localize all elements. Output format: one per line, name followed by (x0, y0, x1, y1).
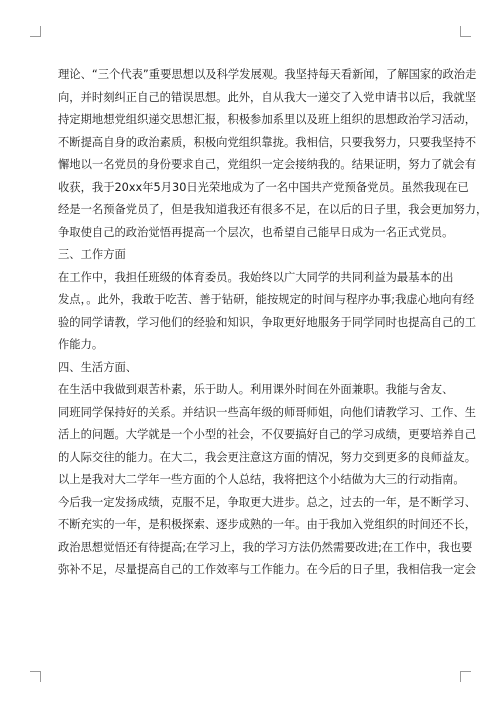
text-line: 在生活中我做到艰苦朴素，乐于助人。利用课外时间在外面兼职。我能与舍友、 (58, 383, 454, 396)
text-line: 持定期地想党组织递交思想汇报，积极参加系里以及班上组织的思想政治学习活动， (58, 113, 476, 126)
text-line: 向，并时刻纠正自己的错误思想。此外，自从我大一递交了入党申请书以后，我就坚 (58, 90, 476, 104)
crop-mark-top-left (30, 26, 41, 37)
text-line: 收获，我于20xx年5月30日光荣地成为了一名中国共产党预备党员。虽然我现在已 (58, 180, 469, 194)
text-line: 不断提高自身的政治素质，积极向党组织靠拢。我相信，只要我努力，只要我坚持不 (58, 135, 476, 149)
section-heading-life: 四、生活方面、 (58, 360, 138, 374)
section-heading-work: 三、工作方面 (58, 248, 126, 261)
text-line: 活上的问题。大学就是一个小型的社会，不仅要搞好自己的学习成绩，更要培养自己 (58, 428, 476, 441)
text-line: 懈地以一名党员的身份要求自己，党组织一定会接纳我的。结果证明，努力了就会有 (58, 158, 476, 171)
text-line: 政治思想觉悟还有待提高;在学习上，我的学习方法仍然需要改进;在工作中，我也要 (58, 540, 473, 554)
text-line: 发点，。此外，我敢于吃苦、善于钻研，能按规定的时间与程序办事;我虚心地向有经 (58, 293, 475, 306)
crop-mark-bottom-left (30, 671, 41, 682)
document-body (58, 64, 488, 582)
text-line: 不断充实的一年，是积极探索、逐步成熟的一年。由于我加入党组织的时间还不长， (58, 518, 476, 531)
text-line: 同班同学保持好的关系。并结识一些高年级的师哥师姐，向他们请教学习、工作、生 (58, 405, 476, 419)
text-line: 经是一名预备党员了，但是我知道我还有很多不足，在以后的日子里，我会更加努力， (58, 203, 488, 216)
text-line: 验的同学请教，学习他们的经验和知识，争取更好地服务于同学同时也提高自己的工 (58, 315, 476, 329)
text-line: 的人际交往的能力。在大二，我会更注意这方面的情况，努力交到更多的良师益友。 (58, 450, 476, 464)
text-line: 今后我一定发扬成绩，克服不足，争取更大进步。总之，过去的一年，是不断学习、 (58, 495, 476, 509)
text-line: 争取使自己的政治觉悟再提高一个层次，也希望自己能早日成为一名正式党员。 (58, 225, 454, 239)
text-line: 理论、“三个代表”重要思想以及科学发展观。我坚持每天看新闻，了解国家的政治走 (58, 68, 477, 81)
text-line: 在工作中，我担任班级的体育委员。我始终以广大同学的共同利益为最基本的出 (58, 270, 454, 284)
crop-mark-top-right (460, 26, 471, 37)
text-line: 弥补不足，尽量提高自己的工作效率与工作能力。在今后的日子里，我相信我一定会 (58, 563, 476, 576)
text-line: 以上是我对大二学年一些方面的个人总结，我将把这个小结做为大三的行动指南。 (58, 473, 465, 486)
text-line: 作能力。 (58, 338, 104, 351)
crop-mark-bottom-right (460, 671, 471, 682)
